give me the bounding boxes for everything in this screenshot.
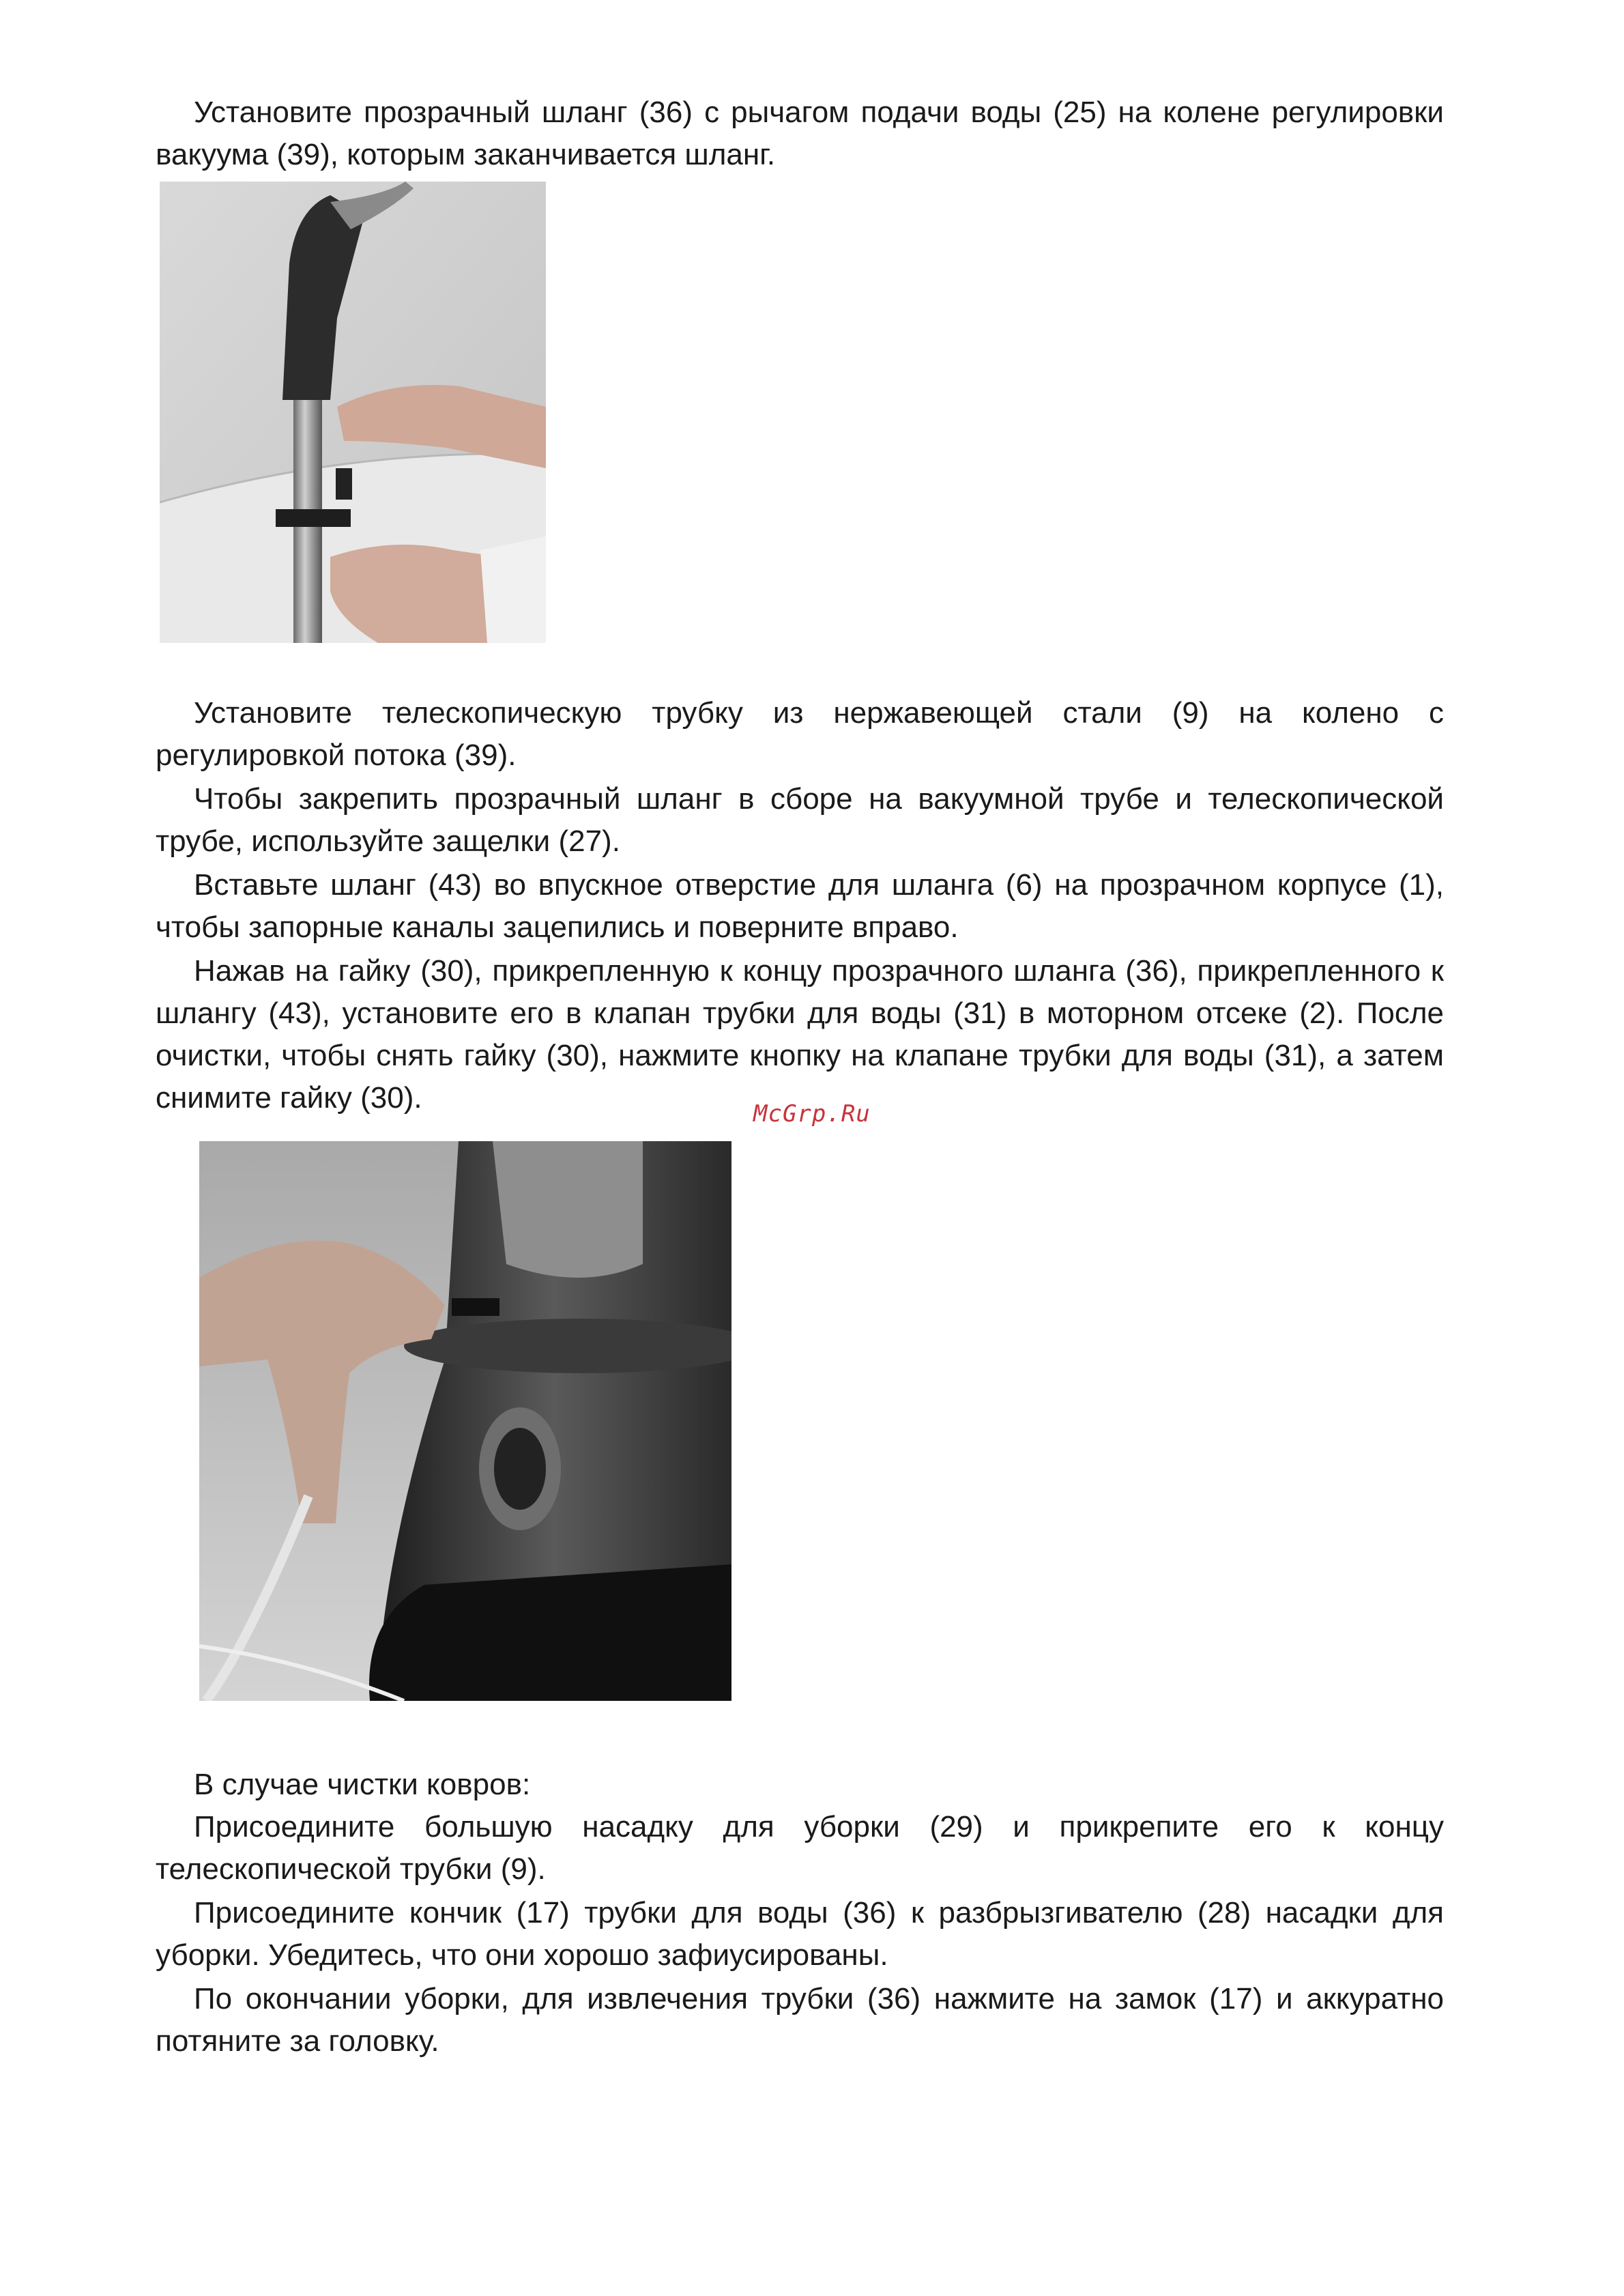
paragraph-hose-inlet: Вставьте шланг (43) во впускное отверстие для шланга (6) на прозрачном корпусе (1), чтобы запорные каналы зацепились и поверните вправо. xyxy=(156,868,1444,944)
watermark: McGrp.Ru xyxy=(753,1100,871,1128)
paragraph-remove-tube: По окончании уборки, для извлечения трубки (36) нажмите на замок (17) и аккуратно потяните за головку. xyxy=(156,1982,1444,2058)
paragraph-hose-install: Установите прозрачный шланг (36) с рычагом подачи воды (25) на колене регулировки вакуума (39), которым заканчивается шланг. xyxy=(156,96,1444,171)
paragraph-nut-valve: Нажав на гайку (30), прикрепленную к концу прозрачного шланга (36), прикрепленного к шлангу (43), установите его в клапан трубки для воды (31) в моторном отсеке (2). После очистки, чтобы снять гайку (30), нажмите кнопку на клапане трубки для воды (31), а затем снимите гайку (30). xyxy=(156,954,1444,1115)
paragraph-latches: Чтобы закрепить прозрачный шланг в сборе на вакуумной трубе и телескопической трубе, используйте защелки (27). xyxy=(156,782,1444,858)
paragraph-carpet-heading: В случае чистки ковров: xyxy=(194,1768,531,1801)
photo-nut-water-valve xyxy=(199,1141,731,1701)
photo-hose-vacuum-elbow xyxy=(160,182,546,643)
paragraph-attach-nozzle: Присоедините большую насадку для уборки (29) и прикрепите его к концу телескопической трубки (9). xyxy=(156,1810,1444,1886)
paragraph-attach-tip: Присоедините кончик (17) трубки для воды (36) к разбрызгивателю (28) насадки для уборки. Убедитесь, что они хорошо зафиусированы. xyxy=(156,1896,1444,1972)
paragraph-telescopic-tube: Установите телескопическую трубку из нержавеющей стали (9) на колено с регулировкой потока (39). xyxy=(156,696,1444,772)
